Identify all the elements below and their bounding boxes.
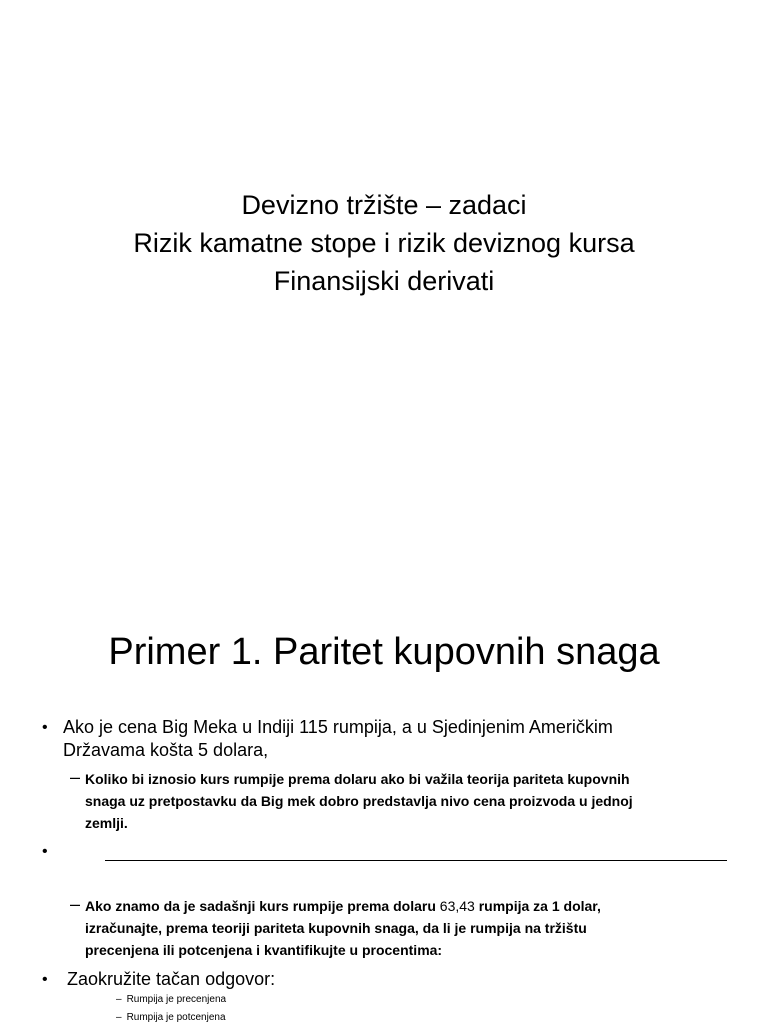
dash-icon: – [70,894,81,914]
option-2 [116,1009,226,1027]
sub-2-line-1-b: rumpija za 1 dolar, [474,898,601,914]
title-line-1: Devizno tržište – zadaci [241,190,527,220]
sub-2-line-1 [85,895,710,917]
dash-icon: – [116,1012,122,1023]
option-1-label: Rumpija je precenjena [126,994,227,1005]
bullet-1-line-1: Ako je cena Big Meka u Indiji 115 rumpija, a u Sjedinjenim Američkim [63,717,613,737]
sub-2-line-2: izračunajte, prema teoriji pariteta kupovnih snaga, da li je rumpija na tržištu [85,920,587,936]
sub-1-line-3: zemlji. [85,815,128,831]
option-1 [116,991,226,1009]
bullet-1-text [63,716,735,762]
title-line-2: Rizik kamatne stope i rizik deviznog kursa [133,228,635,258]
sub-2-line-1-a: Ako znamo da je sadašnji kurs rumpije prema dolaru [85,898,440,914]
slide-title: Primer 1. Paritet kupovnih snaga [108,631,660,673]
sub-1-line-2: snaga uz pretpostavku da Big mek dobro predstavlja nivo cena proizvoda u jednoj [85,793,633,809]
bullet-dot-icon: • [42,843,48,860]
sub-2-line-3: precenjena ili potcenjena i kvantifikujte u procentima: [85,942,443,958]
sub-bullet-1-text [85,768,710,834]
option-2-label: Rumpija je potcenjena [126,1012,226,1023]
sub-bullet-2-text [85,895,710,961]
exchange-rate-value: 63,43 [439,898,475,914]
answer-line [105,860,727,861]
bullet-1-line-2: Državama košta 5 dolara, [63,740,269,760]
dash-icon: – [116,994,122,1005]
bullet-3-text: Zaokružite tačan odgovor: [67,969,276,989]
slide-2 [0,576,768,1024]
title-line-3: Finansijski derivati [273,266,495,296]
bullet-dot-icon: • [42,719,48,736]
bullet-dot-icon: • [42,971,48,988]
title-block [0,186,768,300]
dash-icon: – [70,767,81,787]
sub-1-line-1: Koliko bi iznosio kurs rumpije prema dolaru ako bi važila teorija pariteta kupovnih [85,771,630,787]
